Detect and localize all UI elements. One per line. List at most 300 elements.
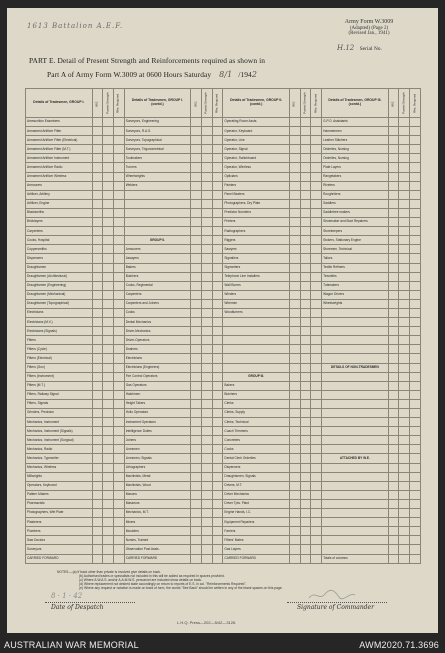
count-cell (92, 363, 103, 372)
trade-name: Painters (223, 181, 290, 190)
count-cell (103, 236, 114, 245)
count-cell (388, 163, 399, 172)
count-cell (113, 354, 124, 363)
count-cell (410, 327, 421, 336)
count-cell (300, 381, 311, 390)
count-cell (289, 445, 300, 454)
trade-name: Orderlies, Nursing (322, 145, 389, 154)
count-cell (300, 290, 311, 299)
count-cell (410, 181, 421, 190)
trade-name: Storekeepers (322, 227, 389, 236)
column-header: W.E. (388, 89, 399, 118)
count-cell (103, 281, 114, 290)
count-cell (289, 527, 300, 536)
count-cell (191, 545, 202, 554)
trade-name: Textile Refiners (322, 263, 389, 272)
trade-name: Coppersmiths (26, 245, 93, 254)
count-cell (103, 127, 114, 136)
trade-name (322, 327, 389, 336)
count-cell (103, 554, 114, 564)
count-cell (201, 172, 212, 181)
count-cell (388, 272, 399, 281)
count-cell (300, 427, 311, 436)
trade-name: Hollo Operators (124, 409, 191, 418)
trade-name: Welders (124, 181, 191, 190)
count-cell (289, 181, 300, 190)
count-cell (92, 399, 103, 408)
trade-name: Shoemaker and Boot Repairers (322, 218, 389, 227)
count-cell (191, 272, 202, 281)
count-cell (212, 290, 223, 299)
trade-name: Pharmacists (26, 499, 93, 508)
count-cell (300, 518, 311, 527)
count-cell (410, 318, 421, 327)
trade-name: Engine Hands, I.C. (223, 509, 290, 518)
column-header: W.E. (92, 89, 103, 118)
count-cell (300, 299, 311, 308)
count-cell (289, 509, 300, 518)
count-cell (388, 318, 399, 327)
count-cell (113, 172, 124, 181)
count-cell (410, 172, 421, 181)
trade-name: Riggers (223, 236, 290, 245)
count-cell (311, 218, 322, 227)
count-cell (410, 427, 421, 436)
count-cell (300, 499, 311, 508)
count-cell (300, 454, 311, 463)
count-cell (300, 154, 311, 163)
trade-name: Telephone Line Installers (223, 272, 290, 281)
trade-name: Masseurs (124, 499, 191, 508)
count-cell (113, 154, 124, 163)
trade-name: Cooks, Hospital (26, 236, 93, 245)
count-cell (191, 263, 202, 272)
count-cell (113, 463, 124, 472)
count-cell (212, 318, 223, 327)
trade-name: Clerks, Technical (223, 418, 290, 427)
count-cell (311, 381, 322, 390)
table-row (26, 481, 421, 490)
count-cell (191, 409, 202, 418)
count-cell (289, 218, 300, 227)
count-cell (92, 454, 103, 463)
count-cell (399, 536, 410, 545)
count-cell (212, 554, 223, 564)
trade-name: Driver-Mechanics (124, 327, 191, 336)
trade-name: Plumbers (26, 527, 93, 536)
trade-name: Millwrights (26, 472, 93, 481)
count-cell (311, 181, 322, 190)
count-cell (300, 308, 311, 317)
trade-name: Fitters (Gun) (26, 363, 93, 372)
count-cell (212, 136, 223, 145)
trade-name: Draughtsmen, Signals (223, 472, 290, 481)
trade-name (322, 345, 389, 354)
note-line: (b) Authorised trades or specialists not included in this will be added as required in spaces provided. (79, 574, 225, 578)
table-row (26, 218, 421, 227)
count-cell (289, 118, 300, 127)
count-cell (201, 509, 212, 518)
count-cell (212, 254, 223, 263)
attached-label: ATTACHED BY W.E. (322, 454, 389, 463)
count-cell (388, 190, 399, 199)
count-cell (311, 127, 322, 136)
trade-name: Wagon Drivers (322, 290, 389, 299)
trade-name: Predictor Numbers (223, 208, 290, 217)
count-cell (410, 536, 421, 545)
count-cell (201, 236, 212, 245)
trade-name: Masons (124, 490, 191, 499)
count-cell (388, 345, 399, 354)
count-cell (410, 399, 421, 408)
count-cell (300, 145, 311, 154)
table-row (26, 236, 421, 245)
count-cell (103, 418, 114, 427)
trade-name: Armament Artificer Fitter (Electrical) (26, 136, 93, 145)
count-cell (113, 145, 124, 154)
count-cell (212, 545, 223, 554)
trade-name (322, 499, 389, 508)
form-ref-line: (Adapted) (Page 2) (349, 25, 389, 31)
table-row (26, 372, 421, 381)
count-cell (289, 236, 300, 245)
count-cell (388, 518, 399, 527)
count-cell (113, 218, 124, 227)
count-cell (103, 181, 114, 190)
group-header: Details of Tradesmen, GROUP I. (contd.) (124, 89, 191, 118)
count-cell (388, 481, 399, 490)
count-cell (399, 208, 410, 217)
count-cell (113, 481, 124, 490)
column-header: Posted Strength (201, 89, 212, 118)
count-cell (410, 208, 421, 217)
count-cell (410, 509, 421, 518)
count-cell (311, 481, 322, 490)
count-cell (212, 354, 223, 363)
trade-name: Armament Artificer Wireless (26, 172, 93, 181)
count-cell (388, 136, 399, 145)
count-cell (191, 245, 202, 254)
trade-name: Turners (124, 163, 191, 172)
count-cell (113, 554, 124, 564)
trade-name: Operator, Line (223, 136, 290, 145)
count-cell (191, 308, 202, 317)
trade-name: Printers (223, 218, 290, 227)
count-cell (300, 399, 311, 408)
count-cell (311, 445, 322, 454)
count-cell (399, 308, 410, 317)
count-cell (113, 136, 124, 145)
count-cell (113, 390, 124, 399)
trade-name: Fitters (Instrument) (26, 372, 93, 381)
count-cell (289, 163, 300, 172)
trade-name: Artificer, Artillery (26, 190, 93, 199)
count-cell (92, 118, 103, 127)
count-cell (311, 372, 322, 381)
count-cell (212, 390, 223, 399)
count-cell (212, 454, 223, 463)
trade-name: Mechanics, Wireless (26, 463, 93, 472)
count-cell (300, 172, 311, 181)
count-cell (212, 518, 223, 527)
count-cell (212, 145, 223, 154)
trade-name: Driver Mechanics (223, 490, 290, 499)
trade-name: Fitters' Mates (223, 536, 290, 545)
count-cell (212, 527, 223, 536)
trade-name: Panel Beaters (223, 190, 290, 199)
table-row (26, 145, 421, 154)
table-row (26, 190, 421, 199)
count-cell (289, 363, 300, 372)
trade-name: Mechanics, Radio (26, 445, 93, 454)
trade-name: Driver Tpts. Plant (223, 499, 290, 508)
trade-name: Wiremen (223, 299, 290, 308)
trade-name: Pattern Makers (26, 490, 93, 499)
count-cell (113, 409, 124, 418)
trade-name (322, 372, 389, 381)
table-row (26, 208, 421, 217)
count-cell (103, 118, 114, 127)
count-cell (212, 336, 223, 345)
count-cell (289, 263, 300, 272)
count-cell (191, 190, 202, 199)
count-cell (311, 199, 322, 208)
count-cell (103, 463, 114, 472)
trade-name: Concreters (223, 436, 290, 445)
count-cell (399, 418, 410, 427)
count-cell (92, 272, 103, 281)
trade-name (322, 472, 389, 481)
count-cell (300, 390, 311, 399)
count-cell (201, 463, 212, 472)
trade-name: Dental Clerk Orderlies (223, 454, 290, 463)
trade-name (322, 509, 389, 518)
trade-name: Dental Mechanics (124, 318, 191, 327)
count-cell (388, 463, 399, 472)
trade-name: Tinsmiths (322, 272, 389, 281)
serial-label: Serial No. (359, 46, 382, 52)
count-cell (388, 499, 399, 508)
count-cell (410, 218, 421, 227)
count-cell (388, 218, 399, 227)
count-cell (399, 472, 410, 481)
count-cell (191, 145, 202, 154)
count-cell (113, 227, 124, 236)
form-ref-line: Army Form W.3009 (344, 19, 394, 25)
count-cell (410, 390, 421, 399)
count-cell (92, 409, 103, 418)
count-cell (103, 436, 114, 445)
trade-name: Storemen, Technical (322, 245, 389, 254)
count-cell (201, 527, 212, 536)
trade-name: GROUP III. (223, 372, 290, 381)
trade-name: Draughtsmen (Mechanical) (26, 290, 93, 299)
count-cell (289, 227, 300, 236)
group-header: Details of Tradesmen, GROUP I. (26, 89, 93, 118)
count-cell (311, 409, 322, 418)
trade-name (223, 363, 290, 372)
table-row (26, 336, 421, 345)
count-cell (92, 436, 103, 445)
count-cell (212, 509, 223, 518)
count-cell (388, 236, 399, 245)
trade-name (223, 354, 290, 363)
count-cell (191, 254, 202, 263)
count-cell (191, 227, 202, 236)
count-cell (311, 208, 322, 217)
count-cell (92, 345, 103, 354)
count-cell (399, 545, 410, 554)
count-cell (201, 354, 212, 363)
count-cell (399, 372, 410, 381)
count-cell (103, 399, 114, 408)
count-cell (388, 381, 399, 390)
count-cell (103, 545, 114, 554)
trade-name: Cooks, Regimental (124, 281, 191, 290)
count-cell (212, 127, 223, 136)
table-row (26, 245, 421, 254)
count-cell (300, 363, 311, 372)
caption-right: AWM2020.71.3696 (359, 640, 439, 650)
table-row (26, 427, 421, 436)
count-cell (388, 454, 399, 463)
count-cell (92, 281, 103, 290)
count-cell (191, 172, 202, 181)
count-cell (191, 163, 202, 172)
count-cell (388, 472, 399, 481)
column-header: Rfts. Required (212, 89, 223, 118)
trade-name: Coach Trimmers (223, 427, 290, 436)
count-cell (399, 136, 410, 145)
count-cell (191, 381, 202, 390)
count-cell (191, 336, 202, 345)
count-cell (311, 290, 322, 299)
trade-name: Stokers, Stationary Engine (322, 236, 389, 245)
count-cell (289, 381, 300, 390)
count-cell (289, 536, 300, 545)
trade-name (322, 381, 389, 390)
trade-name: Toolmakers (124, 154, 191, 163)
table-row (26, 263, 421, 272)
count-cell (289, 499, 300, 508)
count-cell (92, 545, 103, 554)
count-cell (191, 436, 202, 445)
note-line: (d) Where replacement not desired state accordingly on return to reports of E.S. in col. "Reinforcements Required". (79, 582, 247, 586)
count-cell (201, 445, 212, 454)
count-cell (212, 327, 223, 336)
trade-name: Radiographers (223, 227, 290, 236)
count-cell (201, 254, 212, 263)
count-cell (399, 336, 410, 345)
count-cell (113, 536, 124, 545)
count-cell (410, 472, 421, 481)
count-cell (212, 399, 223, 408)
count-cell (289, 427, 300, 436)
count-cell (212, 445, 223, 454)
count-cell (212, 181, 223, 190)
count-cell (311, 472, 322, 481)
count-cell (399, 254, 410, 263)
count-cell (191, 199, 202, 208)
count-cell (103, 163, 114, 172)
count-cell (92, 227, 103, 236)
trade-name: Moulders (124, 527, 191, 536)
count-cell (399, 181, 410, 190)
count-cell (399, 290, 410, 299)
count-cell (289, 454, 300, 463)
count-cell (311, 163, 322, 172)
count-cell (410, 190, 421, 199)
count-cell (311, 363, 322, 372)
count-cell (113, 336, 124, 345)
count-cell (410, 272, 421, 281)
count-cell (201, 290, 212, 299)
count-cell (289, 281, 300, 290)
column-header: Posted Strength (300, 89, 311, 118)
count-cell (311, 518, 322, 527)
count-cell (103, 536, 114, 545)
trade-name: Wheelwrights (124, 172, 191, 181)
trade-name: Intelligence Duties (124, 427, 191, 436)
count-cell (300, 281, 311, 290)
trade-name: Wall Borers (223, 281, 290, 290)
count-cell (92, 390, 103, 399)
count-cell (201, 472, 212, 481)
trade-name: Electricians (26, 308, 93, 317)
count-cell (399, 509, 410, 518)
trade-name (322, 399, 389, 408)
count-cell (300, 436, 311, 445)
count-cell (311, 154, 322, 163)
trade-name: Observation Post Assts. (124, 545, 191, 554)
count-cell (388, 490, 399, 499)
count-cell (212, 363, 223, 372)
count-cell (113, 272, 124, 281)
trade-name: Linesmen (124, 445, 191, 454)
count-cell (311, 554, 322, 564)
count-cell (103, 409, 114, 418)
count-cell (311, 336, 322, 345)
count-cell (212, 227, 223, 236)
count-cell (212, 472, 223, 481)
count-cell (113, 345, 124, 354)
count-cell (191, 208, 202, 217)
trade-name: Assayers (124, 254, 191, 263)
count-cell (399, 327, 410, 336)
count-cell (311, 145, 322, 154)
count-cell (212, 381, 223, 390)
trade-name (322, 436, 389, 445)
count-cell (388, 208, 399, 217)
count-cell (212, 299, 223, 308)
trade-name: Lithographers (124, 463, 191, 472)
trade-name: Operator, Switchboard (223, 154, 290, 163)
despatch-line (45, 602, 135, 603)
count-cell (201, 208, 212, 217)
trade-name: Winders (223, 290, 290, 299)
column-header: Rfts. Required (113, 89, 124, 118)
count-cell (311, 527, 322, 536)
count-cell (92, 527, 103, 536)
count-cell (113, 518, 124, 527)
count-cell (289, 190, 300, 199)
trade-name: Draughtsmen (Engineering) (26, 281, 93, 290)
trade-name: Butchers (124, 272, 191, 281)
table-row (26, 445, 421, 454)
count-cell (103, 372, 114, 381)
count-cell (201, 299, 212, 308)
count-cell (92, 445, 103, 454)
